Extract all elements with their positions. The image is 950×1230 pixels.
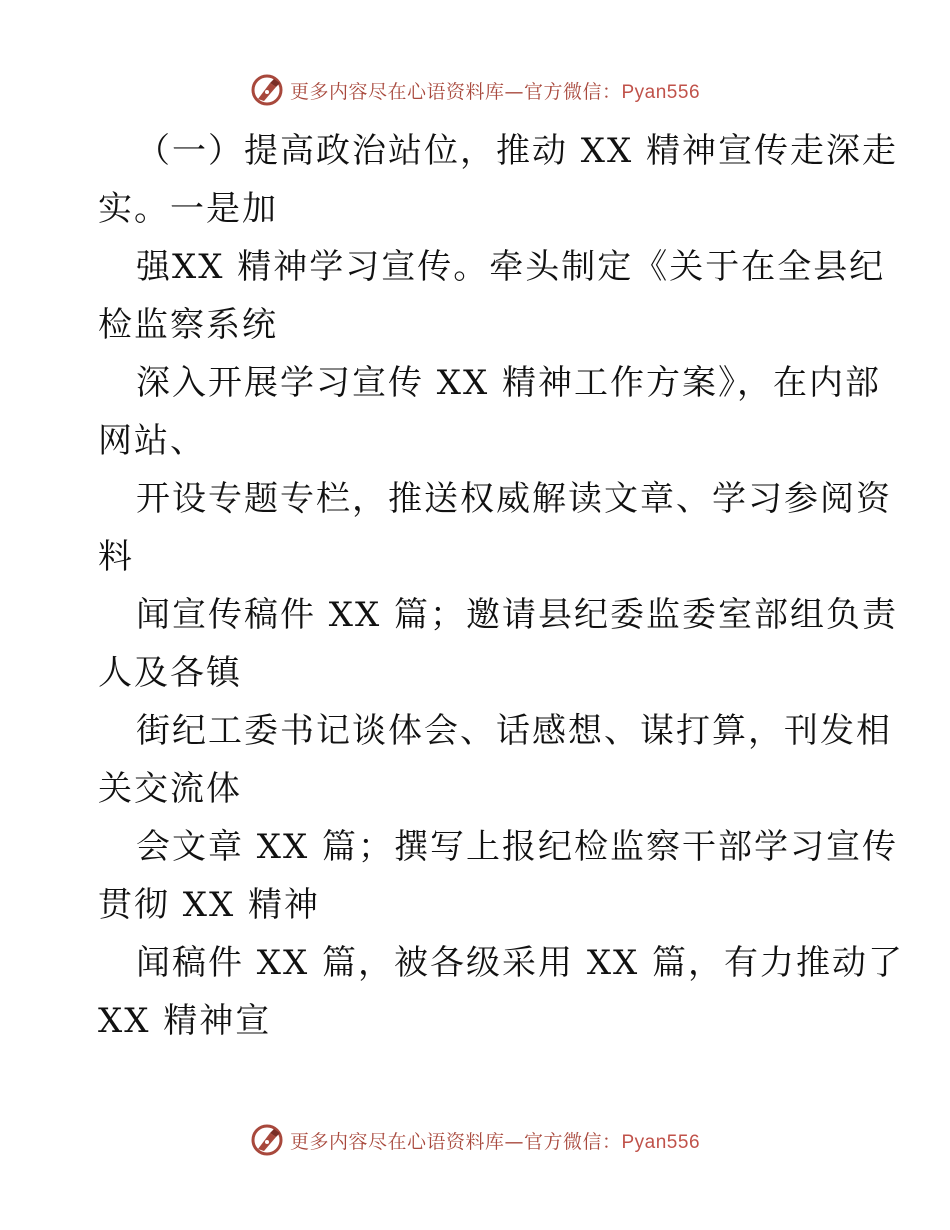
header-wechat-label: 官方微信： — [523, 80, 622, 103]
header-banner — [0, 68, 950, 112]
body-line: 检监察系统 — [98, 305, 278, 345]
body-line: 街纪工委书记谈体会、话感想、谋打算，刊发相 — [136, 711, 892, 751]
header-banner-text — [290, 77, 700, 104]
footer-wechat-label: 官方微信： — [523, 1130, 622, 1153]
body-line: 闻稿件 XX 篇，被各级采用 XX 篇，有力推动了 — [136, 943, 905, 983]
header-wechat-id: Pyan556 — [621, 81, 701, 103]
footer-wechat-id: Pyan556 — [621, 1131, 701, 1153]
body-line: （一）提高政治站位，推动 XX 精神宣传走深走 — [136, 131, 899, 171]
body-line: 料 — [98, 537, 134, 577]
header-brand-text: 更多内容尽在心语资料库 — [289, 80, 505, 103]
body-line: 网站、 — [98, 421, 206, 461]
body-line: 实。一是加 — [98, 189, 278, 229]
document-body — [98, 122, 905, 1050]
header-separator: — — [504, 80, 524, 103]
body-line: 会文章 XX 篇；撰写上报纪检监察干部学习宣传 — [136, 827, 899, 867]
footer-separator: — — [504, 1130, 524, 1153]
footer-banner-text — [290, 1127, 700, 1154]
body-line: 贯彻 XX 精神 — [98, 885, 321, 925]
body-line: 人及各镇 — [98, 653, 242, 693]
footer-banner — [0, 1118, 950, 1162]
body-line: 强XX 精神学习宣传。牵头制定《关于在全县纪 — [136, 247, 886, 287]
body-line: 闻宣传稿件 XX 篇；邀请县纪委监委室部组负责 — [136, 595, 899, 635]
body-line: 深入开展学习宣传 XX 精神工作方案》，在内部 — [136, 363, 882, 403]
footer-brand-text: 更多内容尽在心语资料库 — [289, 1130, 505, 1153]
body-line: 开设专题专栏，推送权威解读文章、学习参阅资 — [136, 479, 892, 519]
body-line: XX 精神宣 — [98, 1001, 272, 1041]
body-line: 关交流体 — [98, 769, 242, 809]
pen-nib-logo-icon — [250, 73, 284, 107]
pen-nib-logo-icon — [250, 1123, 284, 1157]
